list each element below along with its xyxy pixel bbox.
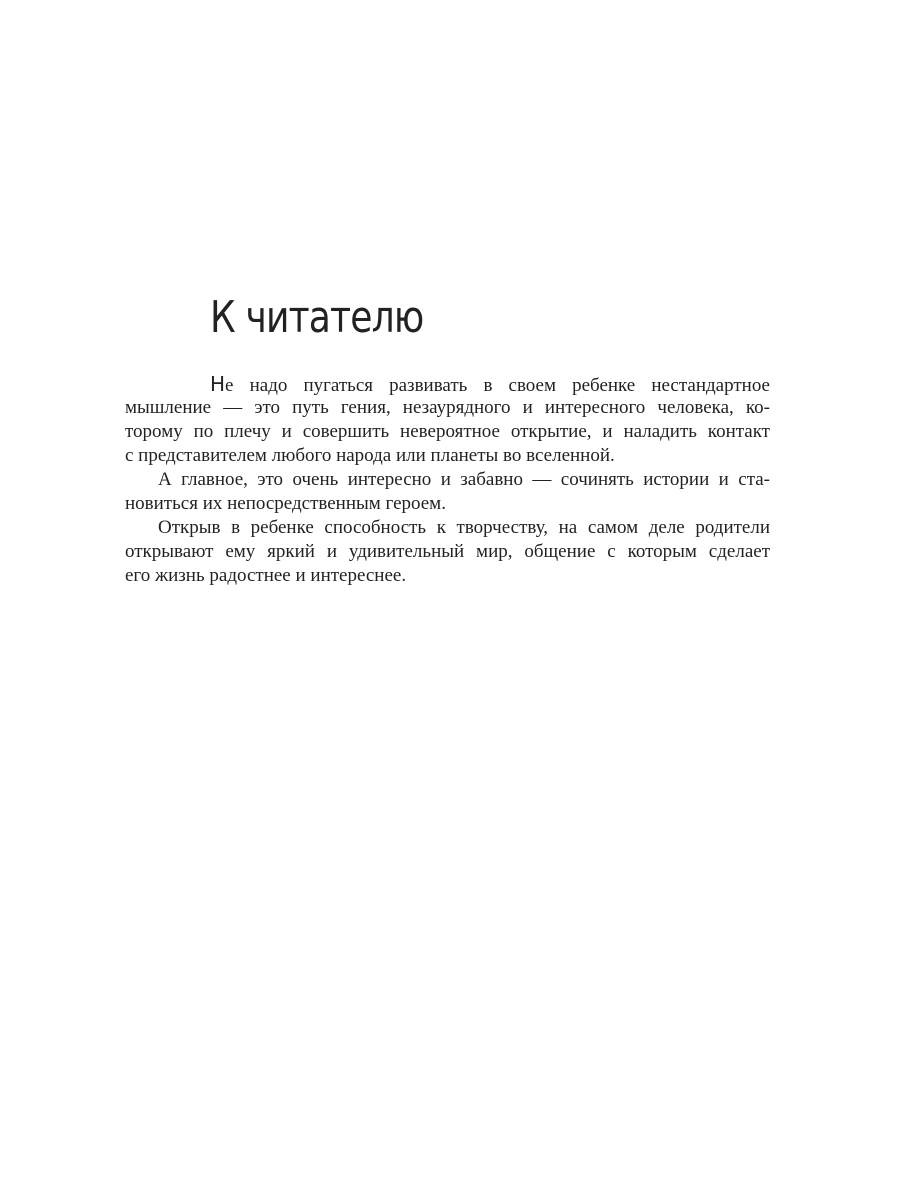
- text-line: с представителем любого народа или планеты во вселенной.: [125, 445, 615, 466]
- lead-letter: Н: [210, 372, 226, 396]
- text-line: Не надо пугаться развивать в своем ребенке нестандартное: [210, 372, 770, 396]
- text-line: его жизнь радостнее и интереснее.: [125, 565, 407, 586]
- text-line: торому по плечу и совершить невероятное открытие, и наладить контакт: [125, 421, 770, 442]
- paragraph-3: [125, 516, 770, 588]
- body-text: [125, 372, 770, 588]
- text-line: мышление — это путь гения, незаурядного и интересного человека, ко-: [125, 397, 770, 418]
- text-line: новиться их непосредственным героем.: [125, 493, 446, 514]
- text-line: А главное, это очень интересно и забавно — сочинять истории и ста-: [158, 469, 770, 490]
- text-line: Открыв в ребенке способность к творчеству, на самом деле родители: [158, 517, 770, 538]
- page-title: К читателю: [210, 292, 424, 343]
- paragraph-2: [125, 468, 770, 516]
- text-line: открывают ему яркий и удивительный мир, общение с которым сделает: [125, 541, 770, 562]
- paragraph-1: [125, 372, 770, 468]
